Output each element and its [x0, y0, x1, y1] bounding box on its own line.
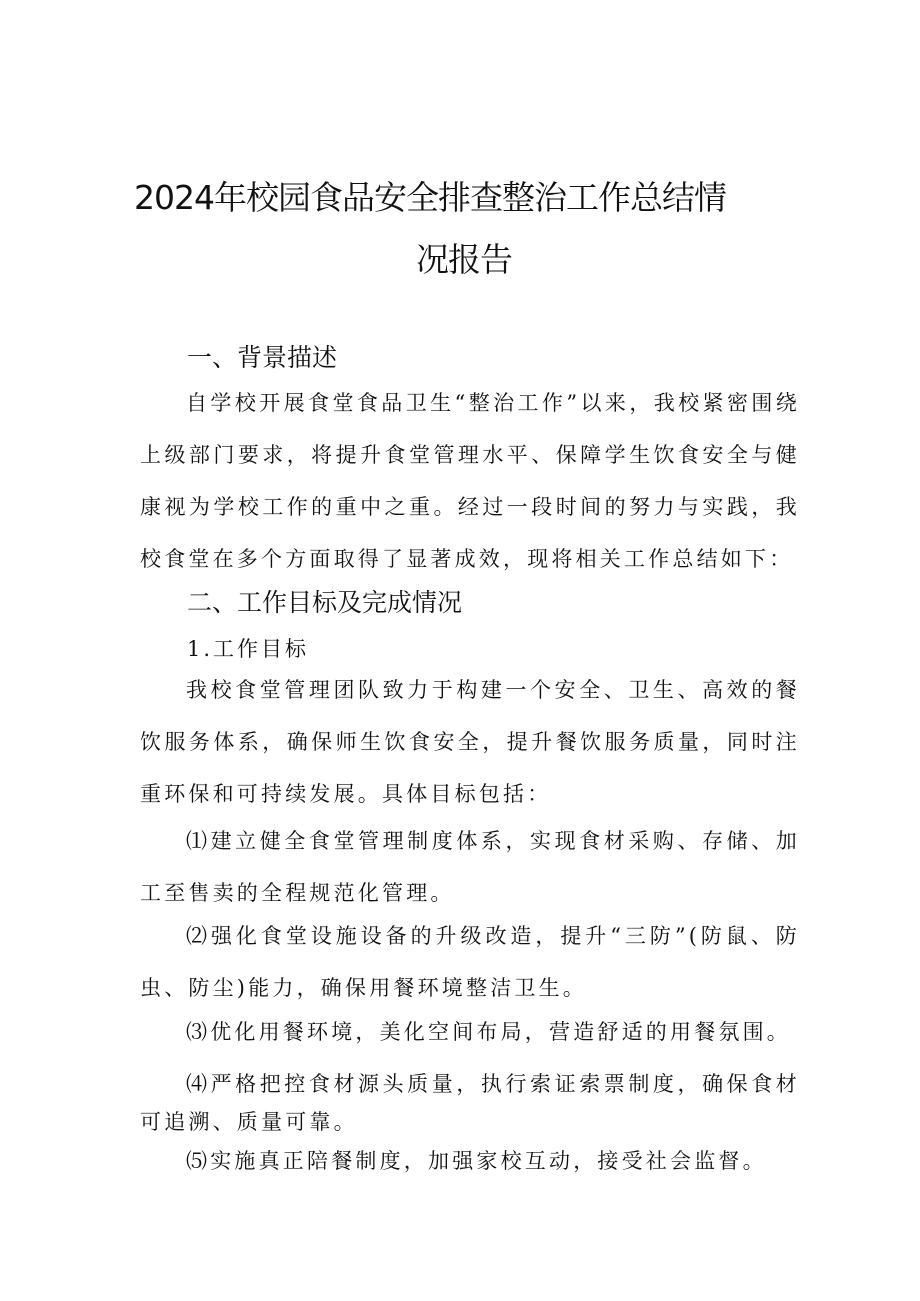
goal-item-1: ⑴建立健全食堂管理制度体系，实现食材采购、存储、加工至售卖的全程规范化管理。: [140, 829, 800, 905]
goal-item-5: ⑸实施真正陪餐制度，加强家校互动，接受社会监督。: [186, 1149, 767, 1173]
document-title-line-2: 况报告: [416, 240, 512, 279]
subheading-work-goals: 1.工作目标: [187, 637, 310, 661]
goal-item-3: ⑶优化用餐环境，美化空间布局，营造舒适的用餐氛围。: [186, 1020, 791, 1044]
goal-item-4: ⑷严格把控食材源头质量，执行索证索票制度，确保食材可追溯、质量可靠。: [140, 1072, 800, 1134]
document-title-line-1: 2024年校园食品安全排查整治工作总结情: [134, 178, 726, 217]
goals-paragraph: 我校食堂管理团队致力于构建一个安全、卫生、高效的餐饮服务体系，确保师生饮食安全，提升餐饮服务质量，同时注重环保和可持续发展。具体目标包括：: [140, 678, 800, 806]
goal-item-2: ⑵强化食堂设施设备的升级改造，提升“三防”(防鼠、防虫、防尘)能力，确保用餐环境整洁卫生。: [140, 924, 800, 1000]
background-paragraph: 自学校开展食堂食品卫生“整治工作”以来，我校紧密围绕上级部门要求，将提升食堂管理水平、保障学生饮食安全与健康视为学校工作的重中之重。经过一段时间的努力与实践，我校食堂在多个方面取得了显著成效，现将相关工作总结如下：: [140, 391, 800, 571]
section-heading-background: 一、背景描述: [187, 343, 338, 372]
section-heading-goals: 二、工作目标及完成情况: [187, 588, 463, 617]
